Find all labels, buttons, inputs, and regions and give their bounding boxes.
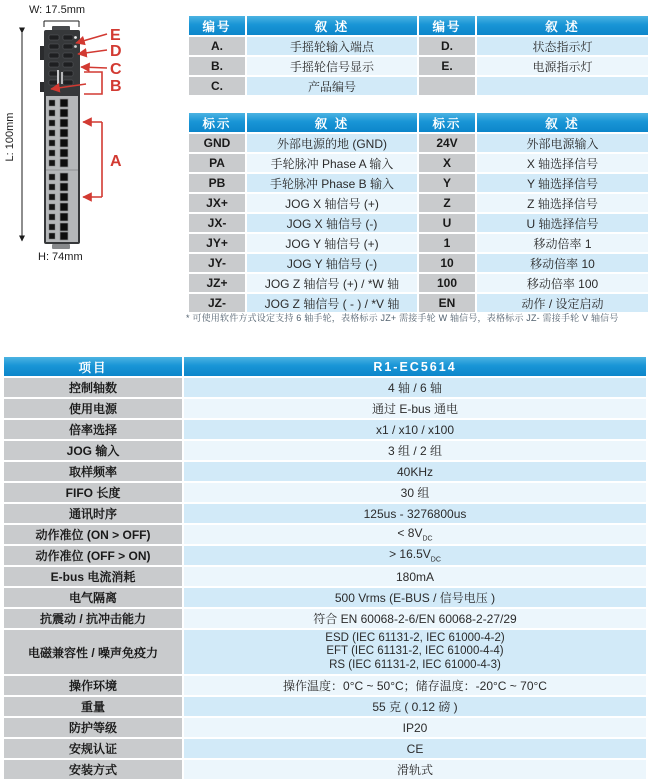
spec-row — [4, 697, 646, 716]
spec-item-value: 55 克 ( 0.12 磅 ) — [184, 697, 646, 716]
signal-code-cell: 1 — [419, 234, 475, 252]
signal-row — [189, 254, 648, 272]
signal-code-cell: PB — [189, 174, 245, 192]
signal-header-cell: 标示 — [189, 113, 245, 132]
spec-table-header-row — [4, 357, 646, 376]
signal-desc-cell: 移动倍率 10 — [477, 254, 648, 272]
signal-header-cell: 叙 述 — [247, 113, 417, 132]
signal-row — [189, 234, 648, 252]
power-led-dot — [74, 36, 77, 39]
signal-table-footnote: * 可使用软件方式设定支持 6 轴手轮，表格标示 JZ+ 需接手轮 W 轴信号，表格标示 JZ- 需接手轮 V 轴信号 — [186, 313, 619, 323]
signal-desc-cell: JOG X 轴信号 (-) — [247, 214, 417, 232]
spec-row — [4, 567, 646, 586]
signal-desc-cell: JOG X 轴信号 (+) — [247, 194, 417, 212]
legend-desc-cell: 产品编号 — [247, 77, 417, 95]
signal-header-cell: 标示 — [419, 113, 475, 132]
signal-code-cell: PA — [189, 154, 245, 172]
spec-row — [4, 609, 646, 628]
spec-row — [4, 718, 646, 737]
spec-item-label: 抗震动 / 抗冲击能力 — [4, 609, 182, 628]
legend-row — [189, 77, 648, 95]
spec-item-label: E-bus 电流消耗 — [4, 567, 182, 586]
legend-code-cell: B. — [189, 57, 245, 75]
signal-code-cell: JZ- — [189, 294, 245, 312]
signal-desc-cell: JOG Z 轴信号 (+) / *W 轴 — [247, 274, 417, 292]
spec-item-value: 30 组 — [184, 483, 646, 502]
legend-header-cell: 叙 述 — [477, 16, 648, 35]
spec-row — [4, 483, 646, 502]
spec-item-label: JOG 输入 — [4, 441, 182, 460]
legend-header-cell: 叙 述 — [247, 16, 417, 35]
signal-code-cell: Y — [419, 174, 475, 192]
height-dimension-label: H: 74mm — [38, 251, 83, 263]
signal-code-cell: JZ+ — [189, 274, 245, 292]
legend-code-cell: E. — [419, 57, 475, 75]
signal-code-cell: EN — [419, 294, 475, 312]
spec-header-cell: 项目 — [4, 357, 182, 376]
signal-row — [189, 294, 648, 312]
signal-code-cell: 24V — [419, 134, 475, 152]
spec-item-label: 安装方式 — [4, 760, 182, 779]
legend-desc-cell: 手摇轮信号显示 — [247, 57, 417, 75]
signal-desc-cell: Z 轴选择信号 — [477, 194, 648, 212]
signal-row — [189, 194, 648, 212]
spec-row — [4, 420, 646, 439]
spec-row — [4, 441, 646, 460]
signal-desc-cell: 手轮脉冲 Phase A 输入 — [247, 154, 417, 172]
spec-item-value: 3 组 / 2 组 — [184, 441, 646, 460]
legend-code-cell — [419, 77, 475, 95]
spec-item-value: 通过 E-bus 通电 — [184, 399, 646, 418]
spec-item-value: 滑轨式 — [184, 760, 646, 779]
legend-desc-cell — [477, 77, 648, 95]
legend-code-cell: D. — [419, 37, 475, 55]
signal-desc-cell: 外部电源的地 (GND) — [247, 134, 417, 152]
legend-desc-cell: 手摇轮输入端点 — [247, 37, 417, 55]
spec-item-label: FIFO 长度 — [4, 483, 182, 502]
signal-header-cell: 叙 述 — [477, 113, 648, 132]
legend-desc-cell: 状态指示灯 — [477, 37, 648, 55]
spec-item-label: 通讯时序 — [4, 504, 182, 523]
spec-item-label: 电磁兼容性 / 噪声免疫力 — [4, 630, 182, 674]
signal-code-cell: JX- — [189, 214, 245, 232]
legend-code-cell: C. — [189, 77, 245, 95]
spec-row — [4, 630, 646, 674]
width-dimension-label: W: 17.5mm — [28, 4, 86, 16]
legend-header-cell: 编号 — [419, 16, 475, 35]
spec-item-value: 125us - 3276800us — [184, 504, 646, 523]
signal-desc-cell: JOG Y 轴信号 (+) — [247, 234, 417, 252]
signal-code-cell: JY+ — [189, 234, 245, 252]
spec-row — [4, 546, 646, 565]
spec-row — [4, 588, 646, 607]
signal-desc-cell: U 轴选择信号 — [477, 214, 648, 232]
signal-table-header-row — [189, 113, 648, 132]
spec-item-value: 符合 EN 60068-2-6/EN 60068-2-27/29 — [184, 609, 646, 628]
signal-desc-cell: 外部电源输入 — [477, 134, 648, 152]
spec-row — [4, 399, 646, 418]
signal-code-cell: JX+ — [189, 194, 245, 212]
spec-item-label: 安规认证 — [4, 739, 182, 758]
legend-table — [187, 14, 650, 97]
spec-item-value: 4 轴 / 6 轴 — [184, 378, 646, 397]
spec-row — [4, 378, 646, 397]
signal-row — [189, 274, 648, 292]
spec-row — [4, 462, 646, 481]
spec-item-label: 使用电源 — [4, 399, 182, 418]
spec-item-label: 重量 — [4, 697, 182, 716]
spec-item-label: 动作准位 (ON > OFF) — [4, 525, 182, 544]
signal-code-cell: JY- — [189, 254, 245, 272]
signal-desc-cell: JOG Y 轴信号 (-) — [247, 254, 417, 272]
callout-letter-b: B — [110, 78, 122, 95]
spec-item-value: 操作温度：0°C ~ 50°C；储存温度：-20°C ~ 70°C — [184, 676, 646, 695]
spec-item-value: ESD (IEC 61131-2, IEC 61000-4-2) EFT (IEC 61131-2, IEC 61000-4-4) RS (IEC 61131-2, IEC 61000-4-3) — [184, 630, 646, 674]
spec-item-value: IP20 — [184, 718, 646, 737]
callout-letter-d: D — [110, 43, 122, 60]
signal-code-cell: 10 — [419, 254, 475, 272]
signal-desc-cell: X 轴选择信号 — [477, 154, 648, 172]
spec-item-label: 动作准位 (OFF > ON) — [4, 546, 182, 565]
signal-code-cell: GND — [189, 134, 245, 152]
signal-desc-cell: JOG Z 轴信号 ( - ) / *V 轴 — [247, 294, 417, 312]
legend-desc-cell: 电源指示灯 — [477, 57, 648, 75]
status-led-dot — [74, 45, 77, 48]
callout-letter-e: E — [110, 27, 121, 44]
legend-row — [189, 57, 648, 75]
spec-row — [4, 504, 646, 523]
signal-desc-cell: 动作 / 设定启动 — [477, 294, 648, 312]
length-dimension-label: L: 100mm — [4, 112, 16, 162]
signal-table — [187, 111, 650, 314]
callout-letter-a: A — [110, 153, 122, 170]
legend-header-cell: 编号 — [189, 16, 245, 35]
spec-item-label: 倍率选择 — [4, 420, 182, 439]
spec-item-label: 取样频率 — [4, 462, 182, 481]
signal-desc-cell: Y 轴选择信号 — [477, 174, 648, 192]
signal-row — [189, 134, 648, 152]
signal-code-cell: Z — [419, 194, 475, 212]
spec-item-label: 防护等级 — [4, 718, 182, 737]
spec-item-value: > $16.5V_{DC}$ — [184, 546, 646, 565]
spec-header-cell: R1-EC5614 — [184, 357, 646, 376]
legend-code-cell: A. — [189, 37, 245, 55]
spec-item-value: 40KHz — [184, 462, 646, 481]
device-diagram — [0, 0, 185, 300]
signal-row — [189, 214, 648, 232]
spec-table — [2, 355, 648, 781]
signal-code-cell: 100 — [419, 274, 475, 292]
signal-code-cell: U — [419, 214, 475, 232]
spec-row — [4, 739, 646, 758]
spec-item-label: 电气隔离 — [4, 588, 182, 607]
signal-code-cell: X — [419, 154, 475, 172]
signal-desc-cell: 移动倍率 1 — [477, 234, 648, 252]
module-body-graphic — [40, 26, 80, 249]
spec-item-value: < $8V_{DC}$ — [184, 525, 646, 544]
spec-item-value: 180mA — [184, 567, 646, 586]
spec-row — [4, 525, 646, 544]
signal-row — [189, 154, 648, 172]
spec-item-label: 操作环境 — [4, 676, 182, 695]
spec-item-value: x1 / x10 / x100 — [184, 420, 646, 439]
spec-item-label: 控制轴数 — [4, 378, 182, 397]
spec-row — [4, 676, 646, 695]
signal-row — [189, 174, 648, 192]
signal-desc-cell: 手轮脉冲 Phase B 输入 — [247, 174, 417, 192]
callout-letter-c: C — [110, 61, 122, 78]
legend-row — [189, 37, 648, 55]
spec-item-value: 500 Vrms (E-BUS / 信号电压 ) — [184, 588, 646, 607]
device-photo-illustration — [0, 0, 185, 300]
spec-row — [4, 760, 646, 779]
spec-item-value: CE — [184, 739, 646, 758]
legend-table-header-row — [189, 16, 648, 35]
signal-desc-cell: 移动倍率 100 — [477, 274, 648, 292]
